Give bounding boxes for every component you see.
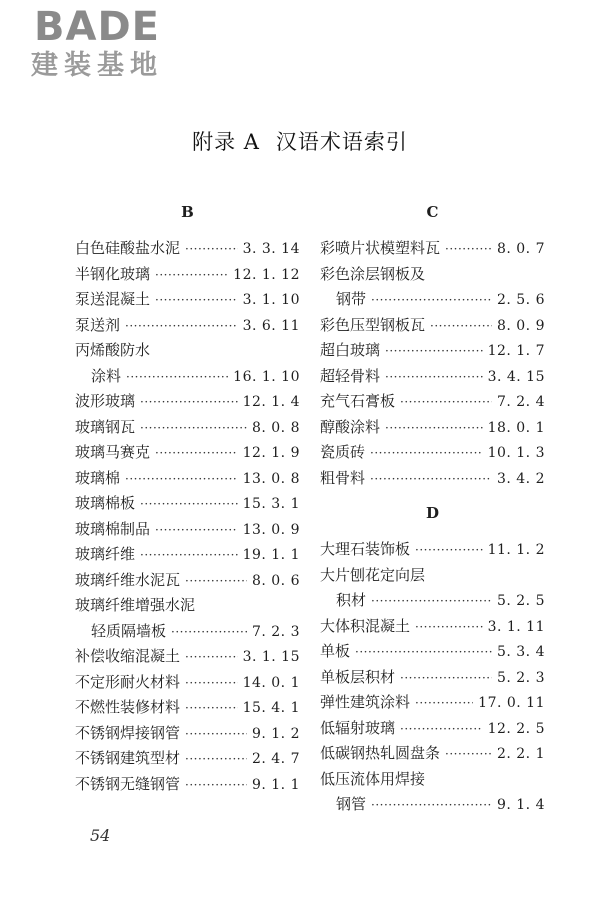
dot-leader	[355, 640, 492, 666]
section-reference: 12. 1. 12	[233, 266, 300, 283]
dot-leader	[185, 569, 247, 595]
section-reference: 12. 1. 7	[487, 343, 545, 359]
index-term: 补偿收缩混凝土	[75, 647, 181, 665]
index-term: 彩色压型钢板瓦	[320, 315, 426, 334]
dot-leader	[415, 615, 483, 641]
index-term: 波形玻璃	[75, 392, 136, 410]
dot-leader	[370, 441, 483, 467]
dot-leader	[185, 237, 238, 263]
dot-leader	[185, 671, 238, 697]
index-term: 玻璃棉板	[75, 494, 136, 512]
index-entry	[320, 614, 545, 640]
index-entry	[75, 593, 300, 619]
dot-leader	[185, 747, 247, 773]
dot-leader	[370, 467, 492, 493]
dot-leader	[400, 666, 492, 692]
section-reference: 10. 1. 3	[487, 445, 545, 461]
section-reference: 5. 2. 3	[496, 669, 545, 686]
dot-leader	[155, 288, 238, 314]
index-term: 丙烯酸防水	[75, 341, 151, 359]
index-entry	[75, 389, 300, 415]
index-term: 不锈钢无缝钢管	[75, 774, 181, 793]
index-entry	[75, 721, 300, 747]
index-entry	[320, 415, 545, 441]
dot-leader	[140, 416, 247, 442]
section-spacer	[320, 491, 545, 501]
index-term: 泵送混凝土	[75, 290, 151, 308]
index-entry	[320, 665, 545, 691]
index-term: 半钢化玻璃	[75, 264, 151, 283]
dot-leader	[185, 773, 247, 799]
logo-text: 建装基地	[31, 50, 163, 81]
index-entry	[320, 639, 545, 665]
section-reference: 9. 1. 1	[251, 776, 300, 793]
section-reference: 3. 1. 11	[487, 618, 545, 635]
section-reference: 2. 2. 1	[496, 746, 545, 762]
dot-leader	[430, 314, 492, 340]
dot-leader	[126, 365, 228, 391]
index-term: 不锈钢焊接钢管	[75, 723, 181, 742]
section-reference: 12. 1. 4	[242, 394, 300, 410]
index-term: 单板层积材	[320, 667, 396, 686]
index-entry	[320, 389, 545, 415]
index-entry	[320, 588, 545, 614]
dot-leader	[185, 722, 247, 748]
section-reference: 3. 1. 15	[242, 649, 300, 665]
index-entry	[75, 695, 300, 721]
section-reference: 15. 3. 1	[242, 496, 300, 512]
index-term: 彩喷片状模塑料瓦	[320, 239, 441, 257]
section-reference: 11. 1. 2	[487, 542, 545, 558]
index-entry	[320, 563, 545, 589]
section-reference: 13. 0. 8	[242, 470, 300, 487]
index-term: 彩色涂层钢板及	[320, 264, 426, 283]
section-reference: 16. 1. 10	[233, 368, 300, 385]
dot-leader	[400, 717, 483, 743]
index-term: 醇酸涂料	[320, 417, 381, 436]
page-number: 54	[90, 826, 111, 845]
dot-leader	[371, 793, 492, 819]
index-entry	[75, 491, 300, 517]
logo-mark: BADE	[34, 4, 160, 50]
index-entry	[75, 262, 300, 288]
index-entry	[320, 466, 545, 492]
index-entry	[320, 537, 545, 563]
index-column-right	[320, 200, 545, 818]
index-term: 玻璃纤维增强水泥	[75, 596, 196, 614]
section-reference: 5. 2. 5	[496, 593, 545, 609]
index-term: 涂料	[91, 366, 122, 385]
index-term: 玻璃钢瓦	[75, 417, 136, 436]
index-entry	[75, 772, 300, 798]
index-term: 不燃性装修材料	[75, 698, 181, 716]
section-letter: D	[425, 504, 439, 522]
index-term: 粗骨料	[320, 468, 366, 487]
index-term: 玻璃马赛克	[75, 443, 151, 461]
index-entry	[320, 236, 545, 262]
dot-leader	[185, 645, 238, 671]
section-reference: 3. 4. 15	[487, 368, 545, 385]
index-term: 积材	[336, 591, 367, 609]
index-entry	[75, 542, 300, 568]
index-term: 钢带	[336, 290, 367, 308]
index-term: 大片刨花定向层	[320, 565, 426, 584]
title-text: 汉语术语索引	[275, 130, 408, 154]
dot-leader	[415, 691, 473, 717]
index-entry	[75, 287, 300, 313]
section-reference: 3. 6. 11	[242, 317, 300, 334]
index-entry	[75, 568, 300, 594]
dot-leader	[371, 288, 492, 314]
dot-leader	[385, 365, 483, 391]
dot-leader	[140, 492, 238, 518]
index-term: 轻质隔墙板	[91, 621, 167, 640]
index-term: 玻璃棉	[75, 468, 121, 487]
index-entry	[75, 517, 300, 543]
index-entry	[75, 364, 300, 390]
section-reference: 12. 2. 5	[487, 720, 545, 737]
index-term: 超轻骨料	[320, 366, 381, 385]
dot-leader	[445, 742, 492, 768]
index-entry	[320, 690, 545, 716]
index-term: 泵送剂	[75, 315, 121, 334]
index-entry	[320, 767, 545, 793]
section-reference: 7. 2. 4	[496, 394, 545, 410]
index-term: 低压流体用焊接	[320, 769, 426, 788]
dot-leader	[140, 543, 238, 569]
dot-leader	[185, 696, 238, 722]
index-entry	[320, 792, 545, 818]
dot-leader	[140, 390, 238, 416]
index-entry	[75, 313, 300, 339]
section-reference: 13. 0. 9	[242, 521, 300, 538]
index-term: 不锈钢建筑型材	[75, 749, 181, 767]
index-term: 不定形耐火材料	[75, 672, 181, 691]
section-reference: 3. 3. 14	[242, 241, 300, 257]
section-letter: B	[181, 203, 194, 221]
index-term: 超白玻璃	[320, 341, 381, 359]
index-entry	[320, 262, 545, 288]
index-entry	[75, 440, 300, 466]
index-term: 玻璃纤维水泥瓦	[75, 570, 181, 589]
section-reference: 2. 4. 7	[251, 751, 300, 767]
index-entry	[320, 741, 545, 767]
index-term: 大理石装饰板	[320, 540, 411, 558]
index-entry	[320, 287, 545, 313]
index-entry	[320, 313, 545, 339]
section-reference: 5. 3. 4	[496, 644, 545, 660]
dot-leader	[371, 589, 492, 615]
index-entry	[320, 716, 545, 742]
dot-leader	[385, 416, 483, 442]
index-term: 单板	[320, 642, 351, 660]
section-reference: 2. 5. 6	[496, 292, 545, 308]
section-reference: 3. 4. 2	[496, 470, 545, 487]
section-reference: 8. 0. 8	[251, 419, 300, 436]
dot-leader	[155, 441, 238, 467]
index-entry	[75, 236, 300, 262]
section-reference: 19. 1. 1	[242, 547, 300, 563]
index-term: 低辐射玻璃	[320, 718, 396, 737]
dot-leader	[171, 620, 247, 646]
section-reference: 17. 0. 11	[478, 695, 545, 711]
index-entry	[75, 670, 300, 696]
dot-leader	[400, 390, 492, 416]
index-entry	[75, 338, 300, 364]
section-reference: 15. 4. 1	[242, 700, 300, 716]
index-term: 大体积混凝土	[320, 616, 411, 635]
section-reference: 3. 1. 10	[242, 292, 300, 308]
index-entry	[75, 644, 300, 670]
logo	[12, 6, 182, 82]
index-term: 玻璃纤维	[75, 545, 136, 563]
section-reference: 8. 0. 6	[251, 572, 300, 589]
section-reference: 8. 0. 9	[496, 317, 545, 334]
section-reference: 18. 0. 1	[487, 419, 545, 436]
appendix-label: 附录 A	[192, 130, 260, 154]
index-entry	[320, 440, 545, 466]
index-term: 低碳钢热轧圆盘条	[320, 744, 441, 762]
section-reference: 9. 1. 2	[251, 725, 300, 742]
section-reference: 9. 1. 4	[496, 797, 545, 813]
dot-leader	[415, 538, 483, 564]
section-letter: C	[426, 203, 439, 221]
index-term: 弹性建筑涂料	[320, 693, 411, 711]
section-reference: 14. 0. 1	[242, 674, 300, 691]
index-entry	[75, 746, 300, 772]
index-entry	[75, 619, 300, 645]
index-term: 钢管	[336, 795, 367, 813]
dot-leader	[445, 237, 492, 263]
dot-leader	[155, 518, 238, 544]
section-reference: 7. 2. 3	[251, 623, 300, 640]
index-entry	[75, 415, 300, 441]
index-term: 白色硅酸盐水泥	[75, 239, 181, 257]
page-title	[0, 126, 600, 156]
index-entry	[75, 466, 300, 492]
section-reference: 8. 0. 7	[496, 241, 545, 257]
index-term: 瓷质砖	[320, 443, 366, 461]
dot-leader	[155, 263, 228, 289]
section-reference: 12. 1. 9	[242, 445, 300, 461]
index-column-left	[75, 200, 300, 797]
dot-leader	[125, 467, 238, 493]
index-entry	[320, 364, 545, 390]
dot-leader	[125, 314, 238, 340]
index-entry	[320, 338, 545, 364]
dot-leader	[385, 339, 483, 365]
index-term: 充气石膏板	[320, 392, 396, 410]
index-term: 玻璃棉制品	[75, 519, 151, 538]
